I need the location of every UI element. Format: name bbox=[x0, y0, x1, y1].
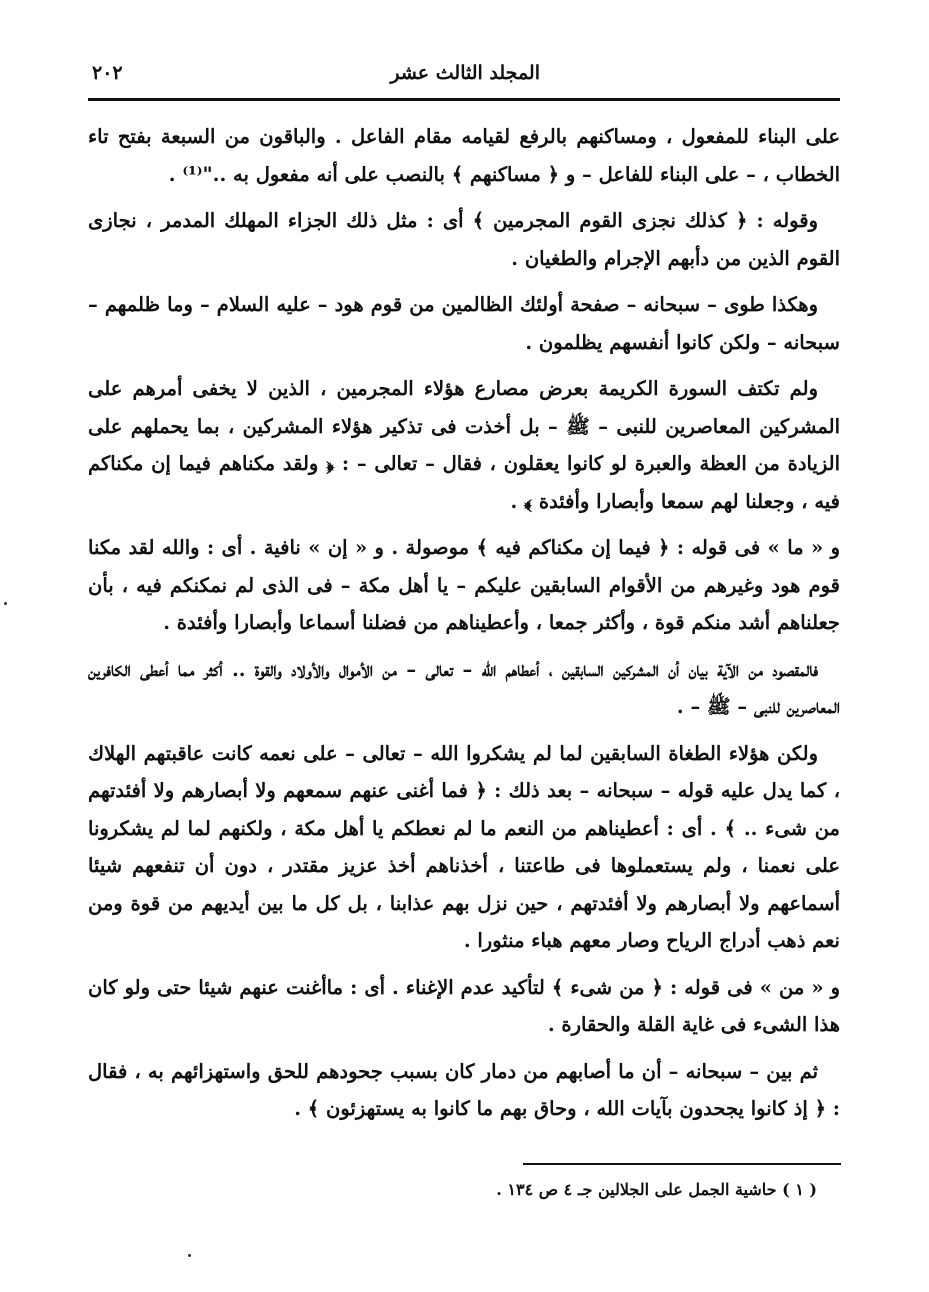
running-title: المجلد الثالث عشر bbox=[390, 62, 540, 84]
scan-speck bbox=[4, 602, 7, 605]
running-head bbox=[92, 58, 840, 94]
paragraph-2: وقوله : ﴿ كذلك نجزى القوم المجرمين ﴾ أى : مثل ذلك الجزاء المهلك المدمر ، نجازى القوم الذين من دأبهم الإجرام والطغيان . bbox=[88, 209, 840, 270]
paragraph-7: ولكن هؤلاء الطغاة السابقين لما لم يشكروا الله – تعالى – على نعمه كانت عاقبتهم الهلاك ، كما يدل عليه قوله – سبحانه – بعد ذلك : ﴿ فما أغنى عنهم سمعهم ولا أبصارهم ولا أفئدتهم من شىء .. ﴾ . أى : أعطيناهم من النعم ما لم نعطكم يا أهل مكة ، ولكنهم لما لم يشكرونا على نعمنا ، ولم يستعملوها فى طاعتنا ، أخذناهم أخذ عزيز مقتدر ، دون أن تنفعهم شيئا أسماعهم ولا أبصارهم ولا أفئدتهم ، حين نزل بهم عذابنا ، بل كل ما بين أيديهم من قوة ومن نعم ذهب أدراج الرياح وصار معهم هباء منثورا . bbox=[88, 741, 840, 952]
body-text bbox=[88, 118, 840, 1137]
scan-speck bbox=[188, 1254, 191, 1257]
footnote-rule bbox=[523, 1163, 841, 1165]
paragraph-8: و « من » فى قوله : ﴿ من شىء ﴾ لتأكيد عدم الإغناء . أى : ماأغنت عنهم شيئا حتى ولو كان هذا الشىء فى غاية القلة والحقارة . bbox=[88, 975, 840, 1036]
paragraph-4: ولم تكتف السورة الكريمة بعرض مصارع هؤلاء المجرمين ، الذين لا يخفى أمرهم على المشركين المعاصرين للنبى – ﷺ – بل أخذت فى تذكير هؤلاء المشركين ، بما يحملهم على الزيادة من العظة والعبرة لو كانوا يعقلون ، فقال – تعالى – : ﴿ ولقد مكناهم فيما إن مكناكم فيه ، وجعلنا لهم سمعا وأبصارا وأفئدة ﴾ . bbox=[88, 377, 840, 513]
paragraph-6: فالمقصود من الآية بيان أن المشركين السابقين ، أعطاهم الله – تعالى – من الأموال والأولاد والقوة .. أكثر مما أعطى الكافرين المعاصرين للنبى – ﷺ – . bbox=[88, 657, 840, 718]
paragraph-1: على البناء للمفعول ، ومساكنهم بالرفع لقيامه مقام الفاعل . والباقون من السبعة بفتح تاء الخطاب ، – على البناء للفاعل – و ﴿ مساكنهم ﴾ بالنصب على أنه مفعول به .."⁽¹⁾ . bbox=[88, 125, 840, 186]
footnote: ( ١ ) حاشية الجمل على الجلالين جـ ٤ ص ١٣٤ . bbox=[496, 1180, 817, 1199]
paragraph-9: ثم بين – سبحانه – أن ما أصابهم من دمار كان بسبب جحودهم للحق واستهزائهم به ، فقال : ﴿ إذ كانوا يجحدون بآيات الله ، وحاق بهم ما كانوا به يستهزئون ﴾ . bbox=[88, 1059, 840, 1120]
paragraph-5: و « ما » فى قوله : ﴿ فيما إن مكناكم فيه ﴾ موصولة . و « إن » نافية . أى : والله لقد مكنا قوم هود وغيرهم من الأقوام السابقين عليكم – يا أهل مكة – فى الذى لم نمكنكم فيه ، بأن جعلناهم أشد منكم قوة ، وأكثر جمعا ، وأعطيناهم من فضلنا أسماعا وأبصارا وأفئدة . bbox=[88, 536, 840, 634]
page-number: ٢٠٢ bbox=[92, 62, 123, 84]
header-rule bbox=[88, 98, 840, 101]
paragraph-3: وهكذا طوى – سبحانه – صفحة أولئك الظالمين من قوم هود – عليه السلام – وما ظلمهم – سبحانه – ولكن كانوا أنفسهم يظلمون . bbox=[88, 293, 840, 354]
